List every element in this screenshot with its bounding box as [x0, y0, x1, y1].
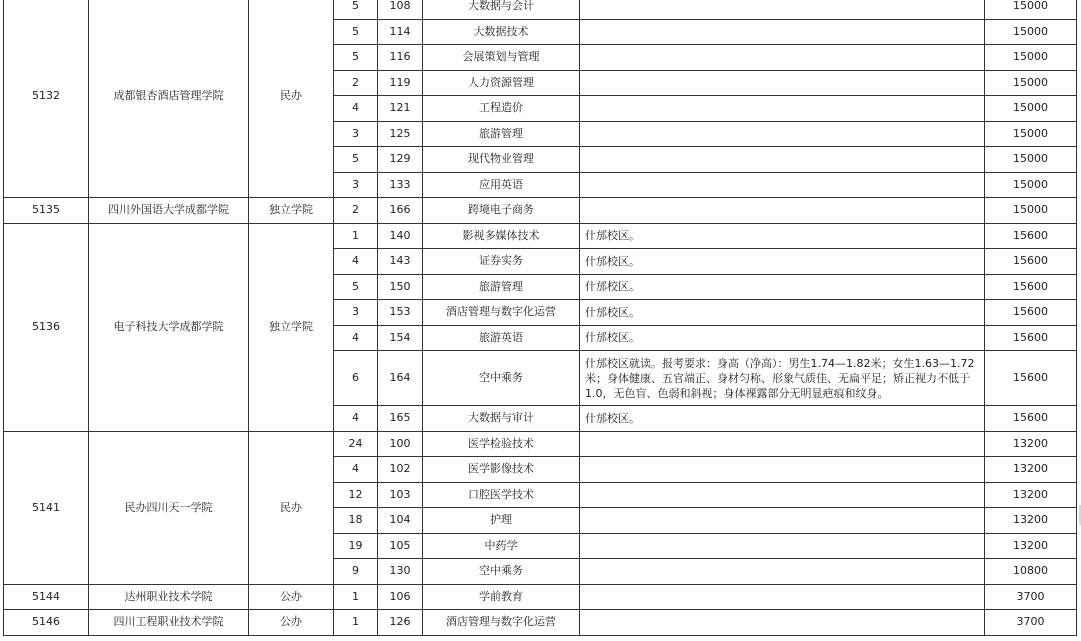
fee-cell: 15000 [985, 172, 1077, 198]
count-cell: 3 [334, 172, 378, 198]
major-code-cell: 165 [378, 406, 423, 432]
major-code-cell: 164 [378, 351, 423, 406]
major-code-cell: 106 [378, 584, 423, 610]
school-name-cell: 电子科技大学成都学院 [89, 223, 249, 431]
major-code-cell: 150 [378, 274, 423, 300]
fee-cell: 15600 [985, 274, 1077, 300]
major-code-cell: 103 [378, 482, 423, 508]
major-name-cell: 旅游英语 [423, 325, 580, 351]
major-code-cell: 154 [378, 325, 423, 351]
major-code-cell: 126 [378, 610, 423, 636]
table-row [4, 431, 1077, 457]
fee-cell: 15000 [985, 0, 1077, 19]
major-code-cell: 133 [378, 172, 423, 198]
count-cell: 4 [334, 406, 378, 432]
major-name-cell: 旅游管理 [423, 274, 580, 300]
note-cell [580, 508, 985, 534]
count-cell: 5 [334, 274, 378, 300]
count-cell: 5 [334, 45, 378, 71]
fee-cell: 15000 [985, 121, 1077, 147]
major-code-cell: 104 [378, 508, 423, 534]
note-cell [580, 147, 985, 173]
major-name-cell: 中药学 [423, 533, 580, 559]
count-cell: 19 [334, 533, 378, 559]
school-type-cell: 公办 [249, 584, 334, 610]
count-cell: 4 [334, 457, 378, 483]
count-cell: 6 [334, 351, 378, 406]
major-name-cell: 酒店管理与数字化运营 [423, 300, 580, 326]
fee-cell: 3700 [985, 584, 1077, 610]
table-body [4, 0, 1077, 635]
note-cell: 什邡校区。 [580, 406, 985, 432]
major-name-cell: 口腔医学技术 [423, 482, 580, 508]
note-cell [580, 431, 985, 457]
count-cell: 12 [334, 482, 378, 508]
note-cell: 什邡校区就读。报考要求：身高（净高）：男生1.74—1.82米；女生1.63—1.72米；身体健康、五官端正、身材匀称、形象气质佳、无扁平足；矫正视力不低于1.0，无色盲、色弱和斜视；身体裸露部分无明显疤痕和纹身。 [580, 351, 985, 406]
major-name-cell: 医学检验技术 [423, 431, 580, 457]
table-row [4, 0, 1077, 19]
count-cell: 5 [334, 0, 378, 19]
note-cell [580, 559, 985, 585]
major-code-cell: 143 [378, 249, 423, 275]
major-code-cell: 166 [378, 198, 423, 224]
major-name-cell: 现代物业管理 [423, 147, 580, 173]
major-code-cell: 114 [378, 19, 423, 45]
note-cell [580, 533, 985, 559]
note-cell: 什邡校区。 [580, 325, 985, 351]
count-cell: 4 [334, 96, 378, 122]
count-cell: 4 [334, 325, 378, 351]
fee-cell: 15000 [985, 45, 1077, 71]
note-cell: 什邡校区。 [580, 274, 985, 300]
note-cell [580, 70, 985, 96]
major-code-cell: 130 [378, 559, 423, 585]
note-cell [580, 96, 985, 122]
note-cell: 什邡校区。 [580, 300, 985, 326]
major-name-cell: 会展策划与管理 [423, 45, 580, 71]
fee-cell: 15600 [985, 325, 1077, 351]
count-cell: 2 [334, 70, 378, 96]
major-name-cell: 大数据技术 [423, 19, 580, 45]
major-name-cell: 旅游管理 [423, 121, 580, 147]
major-name-cell: 护理 [423, 508, 580, 534]
fee-cell: 15000 [985, 19, 1077, 45]
note-cell [580, 482, 985, 508]
table-row [4, 223, 1077, 249]
fee-cell: 15000 [985, 147, 1077, 173]
count-cell: 2 [334, 198, 378, 224]
school-code-cell: 5141 [4, 431, 89, 584]
count-cell: 4 [334, 249, 378, 275]
fee-cell: 13200 [985, 457, 1077, 483]
school-code-cell: 5144 [4, 584, 89, 610]
fee-cell: 15600 [985, 406, 1077, 432]
fee-cell: 15000 [985, 96, 1077, 122]
fee-cell: 15600 [985, 223, 1077, 249]
note-cell [580, 584, 985, 610]
school-name-cell: 达州职业技术学院 [89, 584, 249, 610]
major-name-cell: 影视多媒体技术 [423, 223, 580, 249]
table-row [4, 610, 1077, 636]
major-code-cell: 116 [378, 45, 423, 71]
school-code-cell: 5135 [4, 198, 89, 224]
major-name-cell: 空中乘务 [423, 351, 580, 406]
major-code-cell: 105 [378, 533, 423, 559]
school-type-cell: 独立学院 [249, 223, 334, 431]
fee-cell: 13200 [985, 508, 1077, 534]
major-name-cell: 大数据与审计 [423, 406, 580, 432]
note-cell: 什邡校区。 [580, 249, 985, 275]
school-name-cell: 四川工程职业技术学院 [89, 610, 249, 636]
fee-cell: 15000 [985, 198, 1077, 224]
count-cell: 1 [334, 610, 378, 636]
school-type-cell: 民办 [249, 431, 334, 584]
fee-cell: 3700 [985, 610, 1077, 636]
major-name-cell: 医学影像技术 [423, 457, 580, 483]
major-name-cell: 工程造价 [423, 96, 580, 122]
fee-cell: 13200 [985, 431, 1077, 457]
major-code-cell: 102 [378, 457, 423, 483]
fee-cell: 10800 [985, 559, 1077, 585]
school-name-cell: 四川外国语大学成都学院 [89, 198, 249, 224]
fee-cell: 15600 [985, 351, 1077, 406]
major-code-cell: 129 [378, 147, 423, 173]
school-type-cell: 独立学院 [249, 198, 334, 224]
major-name-cell: 酒店管理与数字化运营 [423, 610, 580, 636]
count-cell: 24 [334, 431, 378, 457]
note-cell [580, 172, 985, 198]
count-cell: 3 [334, 300, 378, 326]
school-code-cell: 5136 [4, 223, 89, 431]
table-row [4, 198, 1077, 224]
major-name-cell: 证券实务 [423, 249, 580, 275]
major-name-cell: 应用英语 [423, 172, 580, 198]
fee-cell: 13200 [985, 533, 1077, 559]
major-name-cell: 空中乘务 [423, 559, 580, 585]
major-code-cell: 153 [378, 300, 423, 326]
note-cell [580, 198, 985, 224]
major-name-cell: 大数据与会计 [423, 0, 580, 19]
count-cell: 9 [334, 559, 378, 585]
note-cell [580, 457, 985, 483]
fee-cell: 13200 [985, 482, 1077, 508]
note-cell [580, 45, 985, 71]
note-cell: 什邡校区。 [580, 223, 985, 249]
fee-cell: 15000 [985, 70, 1077, 96]
major-code-cell: 108 [378, 0, 423, 19]
note-cell [580, 121, 985, 147]
school-code-cell: 5146 [4, 610, 89, 636]
count-cell: 3 [334, 121, 378, 147]
major-code-cell: 125 [378, 121, 423, 147]
major-name-cell: 学前教育 [423, 584, 580, 610]
count-cell: 5 [334, 19, 378, 45]
school-name-cell: 民办四川天一学院 [89, 431, 249, 584]
count-cell: 5 [334, 147, 378, 173]
major-code-cell: 121 [378, 96, 423, 122]
school-type-cell: 公办 [249, 610, 334, 636]
major-name-cell: 跨境电子商务 [423, 198, 580, 224]
major-code-cell: 140 [378, 223, 423, 249]
school-type-cell: 民办 [249, 0, 334, 198]
school-code-cell: 5132 [4, 0, 89, 198]
note-cell [580, 19, 985, 45]
count-cell: 1 [334, 584, 378, 610]
count-cell: 18 [334, 508, 378, 534]
fee-cell: 15600 [985, 249, 1077, 275]
count-cell: 1 [334, 223, 378, 249]
major-name-cell: 人力资源管理 [423, 70, 580, 96]
table-row [4, 584, 1077, 610]
note-cell [580, 0, 985, 19]
major-code-cell: 119 [378, 70, 423, 96]
major-code-cell: 100 [378, 431, 423, 457]
enrollment-table [3, 0, 1077, 636]
school-name-cell: 成都银杏酒店管理学院 [89, 0, 249, 198]
fee-cell: 15600 [985, 300, 1077, 326]
note-cell [580, 610, 985, 636]
